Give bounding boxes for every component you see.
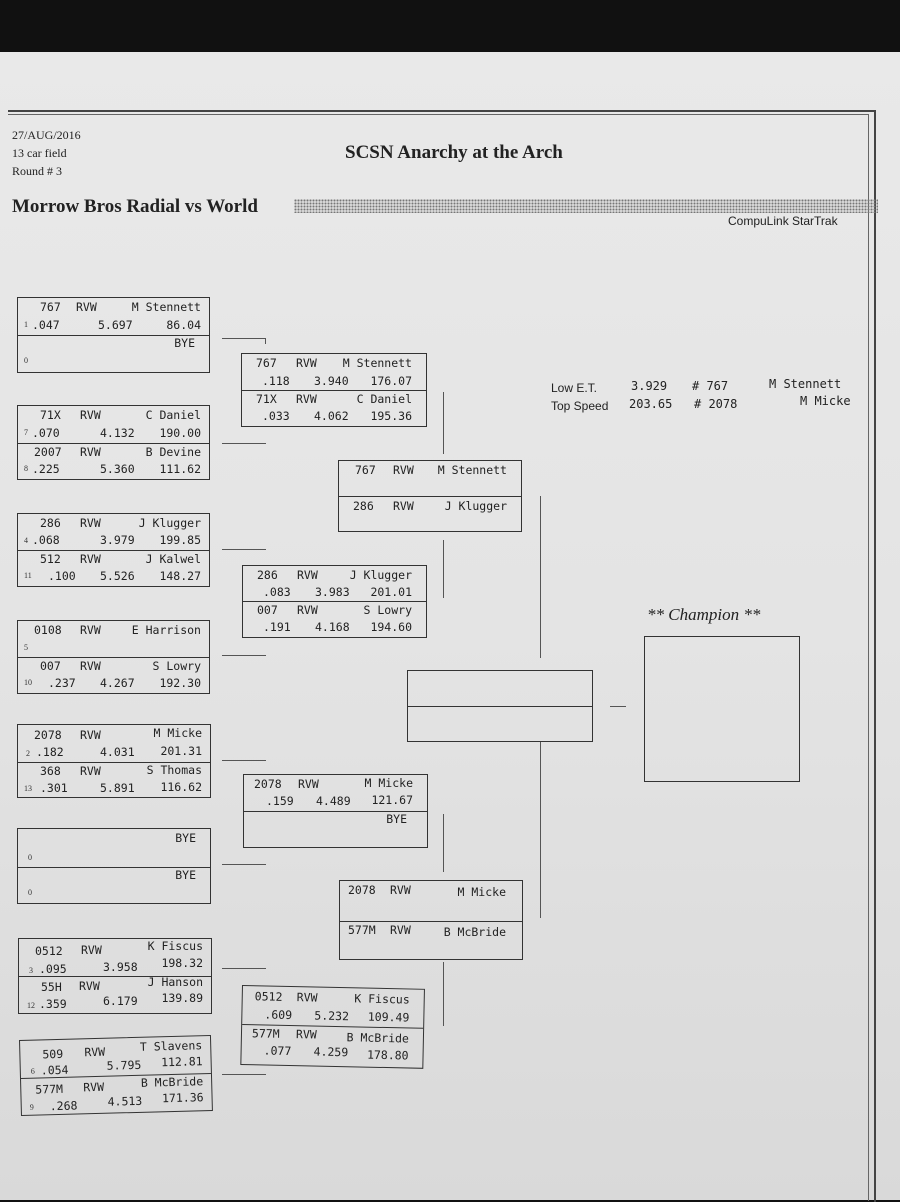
elapsed-time: 5.232 [314,1008,350,1024]
speed-mph: 201.01 [370,585,412,599]
car-class: RVW [80,728,101,742]
speed-mph: 201.31 [160,744,202,758]
elapsed-time: 5.697 [98,318,133,332]
connector [222,1074,266,1075]
reaction-time: .083 [263,585,291,599]
car-number: 767 [40,300,61,314]
seed: 4 [24,536,28,545]
lane-top [20,1036,211,1078]
car-number: 509 [42,1046,64,1062]
lane-bottom [241,1024,423,1068]
seed: 0 [28,888,32,897]
speed-mph: 199.85 [159,533,201,547]
speed-mph: 109.49 [367,1009,410,1025]
car-number: 286 [257,568,278,582]
car-number: 0108 [34,623,62,637]
connector [222,864,266,865]
lane-bottom [243,601,426,637]
seed: 5 [24,643,28,652]
r1-pair-4 [17,620,210,694]
connector [265,338,266,344]
elapsed-time: 4.259 [313,1044,349,1060]
reaction-time: .301 [40,781,68,795]
r3-pair-2 [339,880,523,960]
field-size: 13 car field [12,146,67,160]
class-title: Morrow Bros Radial vs World [12,196,258,217]
elapsed-time: 4.132 [100,426,135,440]
driver-name: C Daniel [356,392,412,406]
r1-pair-6 [17,828,211,904]
speed-mph: 198.32 [161,956,203,970]
car-class: RVW [76,300,97,314]
car-number: 577M [35,1081,64,1097]
champion-label: ** Champion ** [647,605,761,624]
driver-name: B McBride [140,1074,204,1090]
driver-name: M Micke [153,726,202,740]
connector [222,760,266,761]
lane-top [18,406,209,443]
speed-mph: 195.36 [370,409,412,423]
reaction-time: .159 [266,794,294,808]
elapsed-time: 4.062 [314,409,349,423]
lane-top [18,298,209,335]
driver-name: B McBride [346,1030,410,1046]
elapsed-time: 5.526 [100,569,135,583]
reaction-time: .268 [49,1098,78,1114]
reaction-time: .237 [48,676,76,690]
lane-top [340,881,522,921]
seed: 2 [26,749,30,758]
driver-name: J Klugger [138,516,201,530]
car-number: 007 [257,603,278,617]
r1-pair-7 [18,938,212,1014]
car-class: RVW [393,463,414,477]
driver-name: BYE [175,868,196,882]
seed: 9 [29,1102,34,1112]
connector [540,496,541,658]
lane-top [18,725,210,762]
car-number: 577M [251,1026,280,1041]
reaction-time: .070 [32,426,60,440]
elapsed-time: 3.983 [315,585,350,599]
lane-top [243,566,426,601]
speed-mph: 121.67 [371,793,413,807]
speed-mph: 139.89 [161,991,203,1005]
lane-bottom [21,1073,212,1115]
connector [222,968,266,969]
final-pair [407,670,593,742]
seed: 1 [24,320,28,329]
speed-mph: 192.30 [159,676,201,690]
connector [540,742,541,918]
low-et-value: 3.929 [631,379,668,393]
car-class: RVW [296,356,317,370]
driver-name: J Klugger [444,499,507,513]
connector [222,338,266,339]
round-number: Round # 3 [12,164,63,178]
driver-name: BYE [175,831,196,845]
elapsed-time: 4.267 [100,676,135,690]
elapsed-time: 4.168 [315,620,350,634]
lane-bottom [18,867,210,903]
driver-name: T Slavens [139,1038,203,1054]
car-class: RVW [80,516,101,530]
seed: 11 [24,571,32,580]
reaction-time: .054 [40,1062,69,1078]
reaction-time: .068 [32,533,60,547]
lane-bottom [18,550,209,586]
connector [443,540,444,598]
reaction-time: .191 [263,620,291,634]
reaction-time: .609 [264,1007,293,1023]
elapsed-time: 6.179 [103,994,138,1008]
car-class: RVW [298,777,319,791]
car-number: 71X [256,392,277,406]
lane-bottom [242,390,426,426]
connector [222,443,266,444]
seed: 10 [24,678,32,687]
car-class: RVW [80,445,101,459]
car-class: RVW [295,1027,317,1042]
low-et-car: # 767 [692,379,729,393]
car-class: RVW [84,1044,106,1060]
car-number: 767 [256,356,277,370]
champion-box [644,636,800,782]
car-class: RVW [80,623,101,637]
seed: 8 [24,464,28,473]
speed-mph: 111.62 [159,462,201,476]
car-class: RVW [80,764,101,778]
lane-top [18,621,209,657]
car-class: RVW [83,1079,105,1095]
car-number: 0512 [35,944,63,958]
r1-pair-1 [17,297,210,373]
elapsed-time: 5.891 [100,781,135,795]
seed: 12 [27,1001,35,1010]
connector [222,549,266,550]
r1-pair-2 [17,405,210,480]
driver-name: M Stennett [131,300,201,314]
car-number: 286 [353,499,374,513]
speed-mph: 194.60 [370,620,412,634]
car-number: 2078 [348,883,376,897]
car-number: 2007 [34,445,62,459]
reaction-time: .225 [32,462,60,476]
driver-name: S Thomas [146,763,202,777]
elapsed-time: 3.958 [103,960,138,974]
seed: 0 [28,853,32,862]
driver-name: K Fiscus [147,939,203,953]
reaction-time: .077 [263,1043,292,1059]
top-speed-driver: M Micke [800,394,851,408]
reaction-time: .100 [48,569,76,583]
seed: 7 [24,428,28,437]
lane-bottom [339,496,521,531]
car-class: RVW [297,568,318,582]
lane-bottom [18,762,210,797]
top-speed-value: 203.65 [629,397,673,411]
connector [222,655,266,656]
lane-top [18,829,210,867]
dotted-rule [294,199,878,213]
software-brand: CompuLink StarTrak [728,214,838,228]
lane-bottom [18,335,209,372]
driver-name: J Hanson [147,975,203,989]
connector [443,814,444,872]
driver-name: B Devine [145,445,201,459]
lane-top [19,939,211,976]
top-speed-car: # 2078 [694,397,738,411]
connector [443,962,444,1026]
r2-pair-2 [242,565,427,638]
driver-name: S Lowry [363,603,412,617]
lane-bottom [408,706,592,741]
speed-mph: 171.36 [161,1090,204,1106]
car-class: RVW [80,552,101,566]
driver-name: C Daniel [145,408,201,422]
elapsed-time: 4.489 [316,794,351,808]
r2-pair-4 [240,985,425,1069]
car-class: RVW [296,990,318,1005]
lane-bottom [18,657,209,693]
reaction-time: .118 [262,374,290,388]
elapsed-time: 3.979 [100,533,135,547]
lane-bottom [244,811,427,847]
reaction-time: .359 [39,997,67,1011]
speed-mph: 176.07 [370,374,412,388]
seed: 6 [30,1066,35,1076]
driver-name: B McBride [443,925,506,939]
car-class: RVW [80,408,101,422]
r2-pair-1 [241,353,427,427]
driver-name: M Stennett [342,356,412,370]
car-number: 577M [348,923,376,937]
lane-top [339,461,521,496]
driver-name: M Stennett [437,463,507,477]
driver-name: J Kalwel [145,552,201,566]
seed: 13 [24,784,32,793]
driver-name: BYE [174,336,195,350]
r1-pair-3 [17,513,210,587]
car-number: 55H [41,980,62,994]
reaction-time: .182 [36,745,64,759]
elapsed-time: 4.513 [107,1093,143,1109]
lane-top [408,671,592,706]
reaction-time: .095 [39,962,67,976]
lane-bottom [340,921,522,959]
car-class: RVW [390,883,411,897]
lane-bottom [18,443,209,479]
seed: 3 [29,966,33,975]
low-et-driver: M Stennett [769,377,842,391]
car-number: 512 [40,552,61,566]
elapsed-time: 5.360 [100,462,135,476]
car-class: RVW [393,499,414,513]
car-number: 0512 [254,989,283,1004]
speed-mph: 148.27 [159,569,201,583]
car-number: 2078 [34,728,62,742]
seed: 0 [24,356,28,365]
car-number: 2078 [254,777,282,791]
connector [443,392,444,454]
car-number: 368 [40,764,61,778]
reaction-time: .047 [32,318,60,332]
lane-top [242,354,426,390]
speed-mph: 112.81 [160,1054,203,1070]
event-title: SCSN Anarchy at the Arch [345,142,563,163]
lane-top [242,986,424,1028]
top-speed-label: Top Speed [551,399,609,413]
speed-mph: 178.80 [366,1047,409,1063]
lane-top [18,514,209,550]
reaction-time: .033 [262,409,290,423]
car-class: RVW [81,943,102,957]
driver-name: J Klugger [349,568,412,582]
driver-name: E Harrison [131,623,201,637]
speed-mph: 116.62 [160,780,202,794]
lane-bottom [19,976,211,1013]
r1-pair-5 [17,724,211,798]
elapsed-time: 5.795 [106,1057,142,1073]
car-class: RVW [297,603,318,617]
elapsed-time: 4.031 [100,745,135,759]
car-class: RVW [296,392,317,406]
driver-name: M Micke [364,776,413,790]
connector [610,706,626,707]
car-number: 767 [355,463,376,477]
r3-pair-1 [338,460,522,532]
driver-name: K Fiscus [354,991,410,1007]
low-et-label: Low E.T. [551,381,598,395]
car-number: 007 [40,659,61,673]
speed-mph: 86.04 [166,318,201,332]
event-date: 27/AUG/2016 [12,128,81,142]
r1-pair-8 [19,1035,213,1116]
lane-top [244,775,427,811]
driver-name: BYE [386,812,407,826]
speed-mph: 190.00 [159,426,201,440]
car-class: RVW [79,979,100,993]
r2-pair-3 [243,774,428,848]
driver-name: S Lowry [152,659,201,673]
elapsed-time: 3.940 [314,374,349,388]
car-number: 71X [40,408,61,422]
car-number: 286 [40,516,61,530]
car-class: RVW [390,923,411,937]
driver-name: M Micke [457,885,506,899]
car-class: RVW [80,659,101,673]
